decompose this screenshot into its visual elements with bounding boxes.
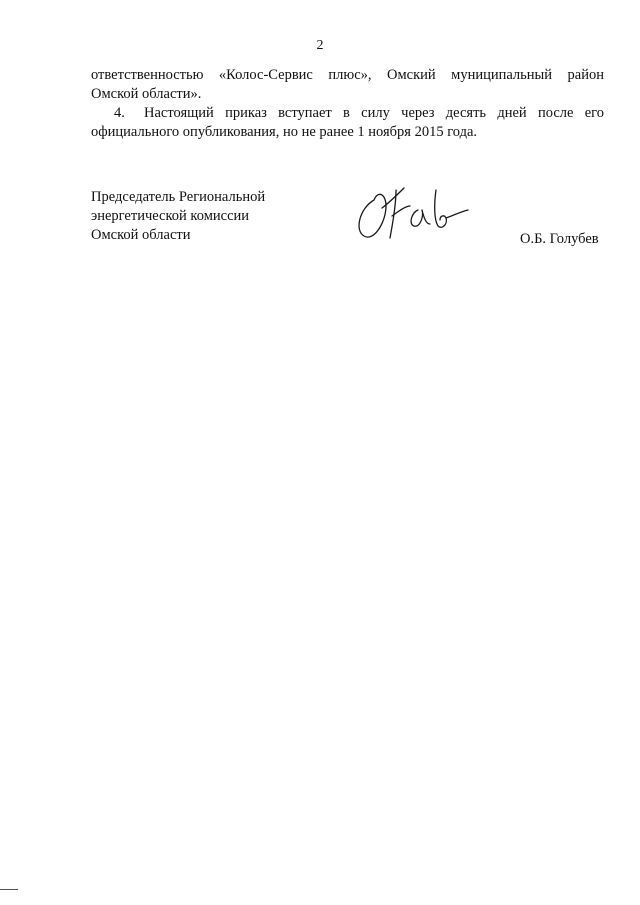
paragraph-line: официального опубликования, но не ранее 1 ноября 2015 года.	[91, 124, 478, 140]
paragraph-line: Омской области».	[91, 86, 202, 102]
signatory-title-line: Председатель Региональной	[91, 189, 266, 205]
signatory-title	[91, 188, 265, 245]
scan-edge-mark	[0, 889, 18, 890]
signatory-title-line: Омской области	[91, 227, 191, 243]
paragraph-line	[91, 104, 604, 123]
paragraph-item-4	[91, 104, 604, 142]
signatory-title-line: энергетической комиссии	[91, 208, 250, 224]
paragraph-continuation	[91, 66, 604, 104]
handwritten-signature	[352, 180, 470, 244]
paragraph-line: ответственностью «Колос-Сервис плюс», Омский муниципальный район	[91, 67, 604, 83]
item-text: Настоящий приказ вступает в силу через десять дней после его	[144, 105, 604, 121]
signatory-name: О.Б. Голубев	[520, 231, 599, 247]
item-number: 4.	[114, 105, 125, 121]
page-number: 2	[316, 38, 324, 53]
